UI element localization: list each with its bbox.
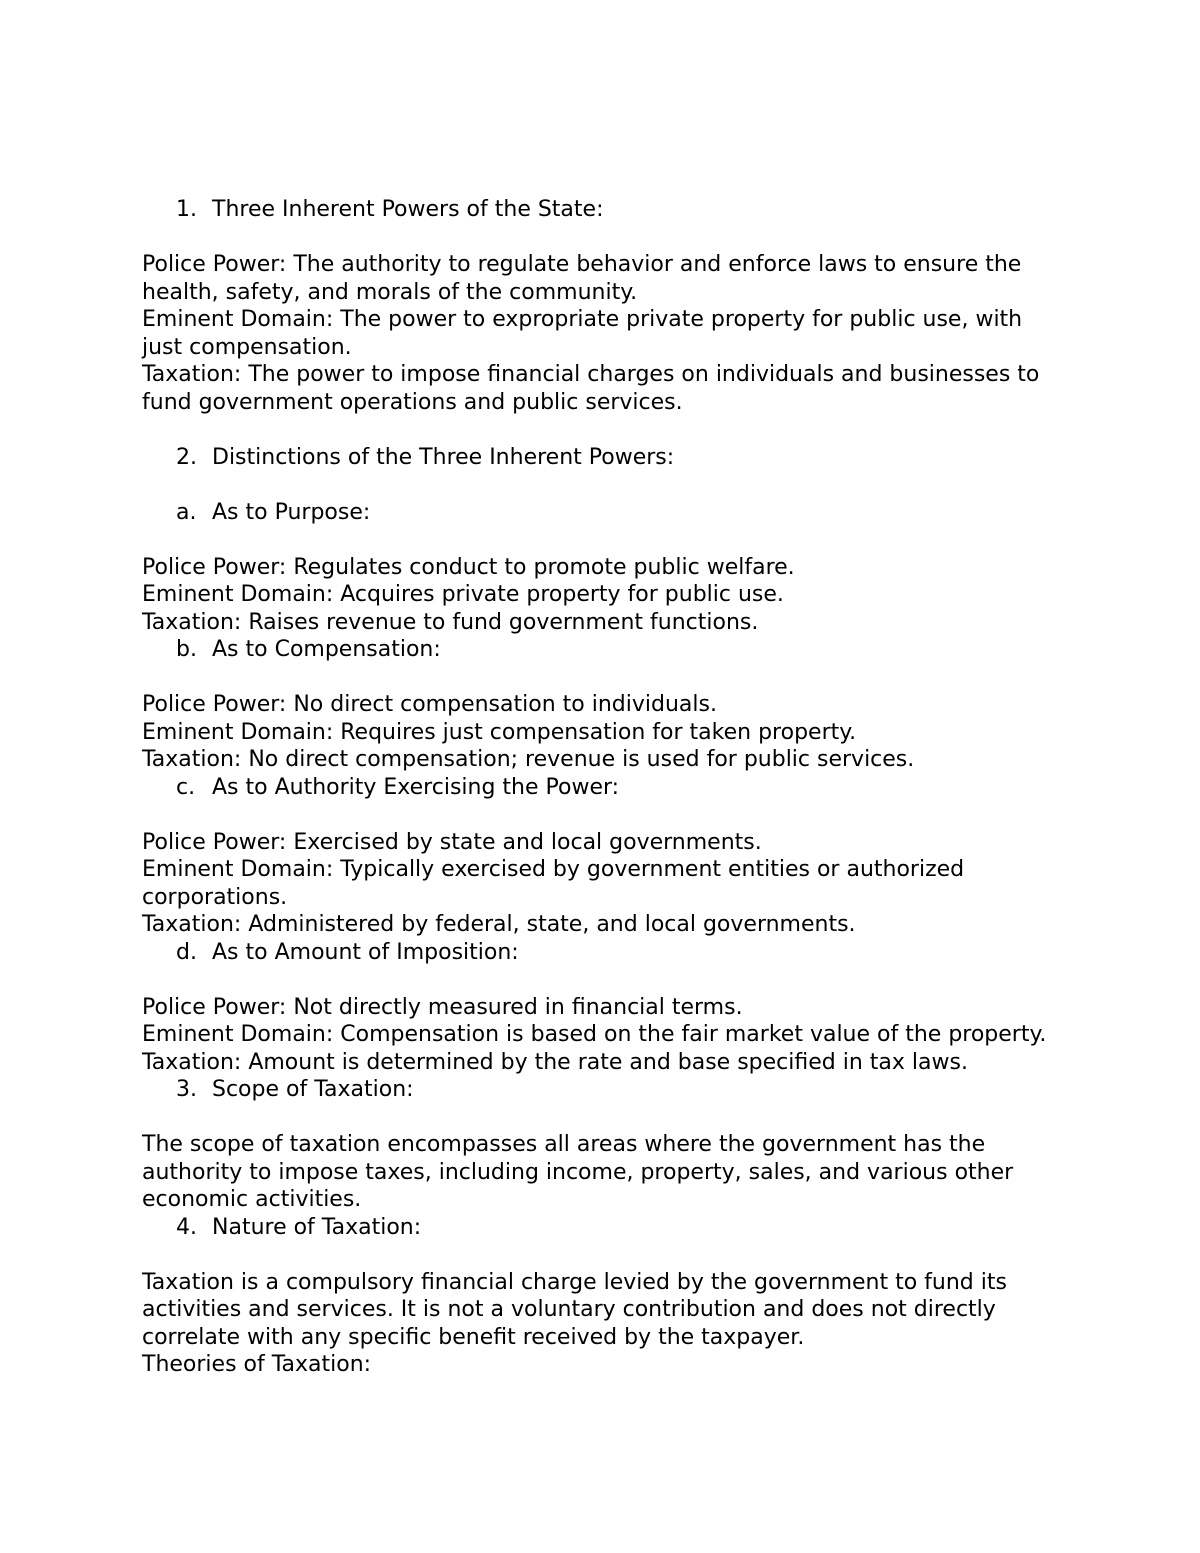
list-marker: c. xyxy=(176,774,196,800)
purpose-police-power: Police Power: Regulates conduct to promote public welfare. xyxy=(142,554,795,580)
section-4-heading xyxy=(142,1214,1062,1242)
compensation-police-power: Police Power: No direct compensation to individuals. xyxy=(142,692,717,717)
heading-text: Scope of Taxation: xyxy=(212,1077,414,1102)
spacer xyxy=(142,1104,1062,1132)
spacer xyxy=(142,664,1062,692)
list-marker: a. xyxy=(176,499,197,525)
list-marker: 1. xyxy=(176,197,197,222)
amount-taxation: Taxation: Amount is determined by the rate and base specified in tax laws. xyxy=(142,1049,968,1075)
list-marker: 4. xyxy=(176,1214,197,1240)
police-power-definition: Police Power: The authority to regulate behavior and enforce laws to ensure the health, safety, and morals of the community. xyxy=(142,252,1022,305)
authority-police-power: Police Power: Exercised by state and local governments. xyxy=(142,829,762,855)
spacer xyxy=(142,966,1062,994)
compensation-eminent-domain: Eminent Domain: Requires just compensation for taken property. xyxy=(142,719,857,745)
heading-text: Distinctions of the Three Inherent Powers: xyxy=(212,444,675,470)
heading-text: As to Authority Exercising the Power: xyxy=(212,774,620,800)
eminent-domain-definition: Eminent Domain: The power to expropriate private property for public use, with just compensation. xyxy=(142,307,1023,360)
spacer xyxy=(142,224,1062,252)
purpose-eminent-domain: Eminent Domain: Acquires private property for public use. xyxy=(142,582,784,607)
heading-text: As to Compensation: xyxy=(212,637,441,662)
subsection-b-heading xyxy=(142,636,1062,664)
theories-of-taxation-heading: Theories of Taxation: xyxy=(142,1352,372,1377)
nature-of-taxation-body: Taxation is a compulsory financial charge levied by the government to fund its activities and services. It is not a voluntary contribution and does not directly correlate with any specific benefit received by the taxpayer. xyxy=(142,1269,1007,1350)
heading-text: As to Amount of Imposition: xyxy=(212,939,519,965)
subsection-c-heading xyxy=(142,774,1062,802)
spacer xyxy=(142,416,1062,444)
spacer xyxy=(142,801,1062,829)
list-marker: 2. xyxy=(176,444,197,470)
spacer xyxy=(142,471,1062,499)
section-2-heading xyxy=(142,444,1062,472)
heading-text: As to Purpose: xyxy=(212,499,371,525)
list-marker: d. xyxy=(176,939,197,965)
amount-police-power: Police Power: Not directly measured in financial terms. xyxy=(142,994,743,1020)
compensation-taxation: Taxation: No direct compensation; revenue is used for public services. xyxy=(142,747,915,772)
document-body xyxy=(142,196,1062,1379)
list-marker: 3. xyxy=(176,1077,197,1102)
spacer xyxy=(142,1241,1062,1269)
taxation-definition: Taxation: The power to impose financial charges on individuals and businesses to fund government operations and public services. xyxy=(142,362,1040,415)
heading-text: Nature of Taxation: xyxy=(212,1214,422,1240)
section-3-heading xyxy=(142,1076,1062,1104)
subsection-a-heading xyxy=(142,499,1062,527)
section-1-heading xyxy=(142,196,1062,224)
authority-eminent-domain: Eminent Domain: Typically exercised by government entities or authorized corporations. xyxy=(142,857,965,910)
purpose-taxation: Taxation: Raises revenue to fund government functions. xyxy=(142,609,759,635)
heading-text: Three Inherent Powers of the State: xyxy=(212,197,604,222)
spacer xyxy=(142,526,1062,554)
list-marker: b. xyxy=(176,637,197,662)
authority-taxation: Taxation: Administered by federal, state, and local governments. xyxy=(142,912,856,937)
amount-eminent-domain: Eminent Domain: Compensation is based on the fair market value of the property. xyxy=(142,1022,1047,1047)
scope-of-taxation-body: The scope of taxation encompasses all areas where the government has the authority to impose taxes, including income, property, sales, and various other economic activities. xyxy=(142,1132,1014,1212)
subsection-d-heading xyxy=(142,939,1062,967)
